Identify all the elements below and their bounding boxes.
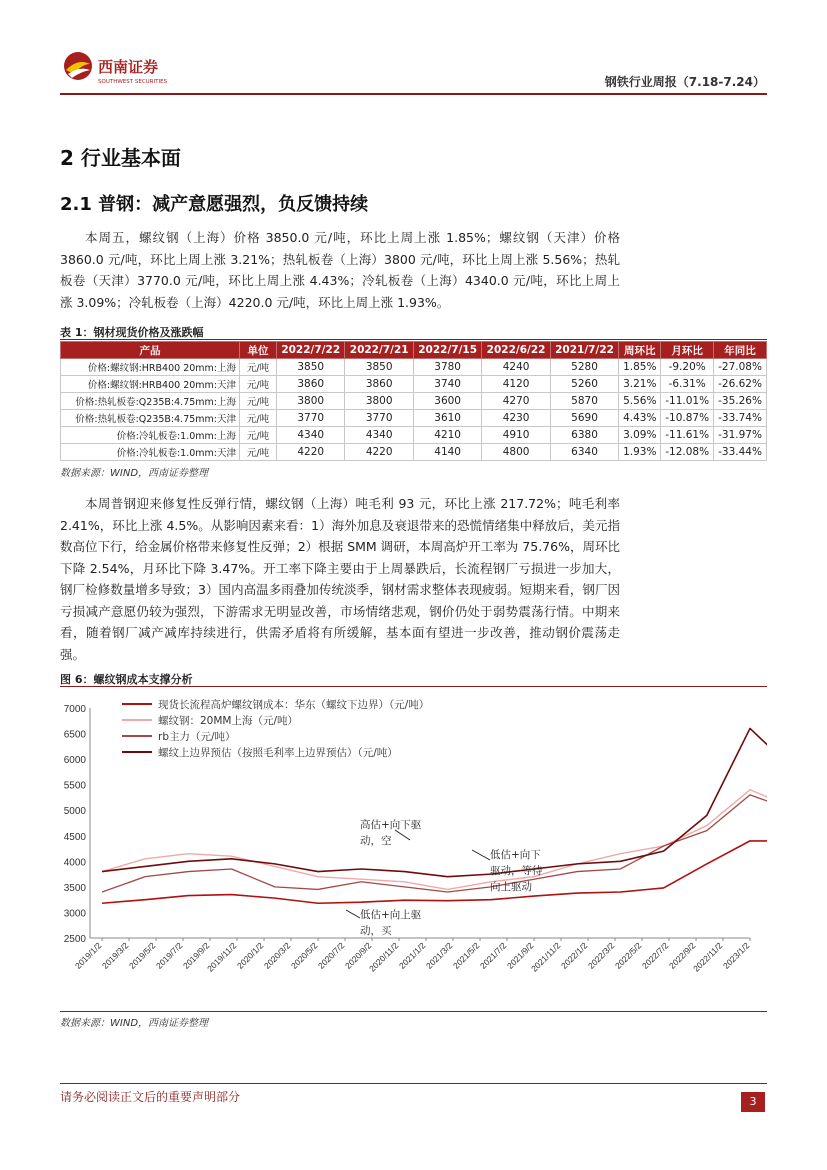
table-cell: 元/吨 [240, 427, 277, 444]
x-tick-label: 2022/7/2 [639, 940, 671, 971]
table-cell: 3740 [413, 376, 481, 393]
x-tick-label: 2020/1/2 [234, 940, 266, 971]
table-cell: 4210 [413, 427, 481, 444]
col-header: 2022/7/22 [277, 342, 345, 359]
table-cell: -6.31% [661, 376, 714, 393]
x-tick-label: 2019/9/2 [180, 940, 212, 971]
col-header: 2022/7/21 [345, 342, 413, 359]
y-tick-label: 3000 [63, 908, 86, 920]
figure-caption-rule [60, 686, 767, 687]
y-tick-label: 4000 [63, 857, 86, 869]
series-line [102, 826, 767, 904]
x-tick-label: 2022/9/2 [666, 940, 698, 971]
x-tick-label: 2022/3/2 [585, 940, 617, 971]
x-tick-label: 2021/9/2 [504, 940, 536, 971]
col-header: 2022/6/22 [482, 342, 550, 359]
figure-bottom-rule [60, 1011, 767, 1012]
report-title: 钢铁行业周报（7.18-7.24） [604, 75, 765, 89]
table-cell: 3770 [345, 410, 413, 427]
table-row [61, 444, 767, 461]
table-cell: 3780 [413, 359, 481, 376]
table-cell: 价格:热轧板卷:Q235B:4.75mm:上海 [61, 393, 240, 410]
x-tick-label: 2019/5/2 [126, 940, 158, 971]
x-tick-label: 2019/1/2 [72, 940, 104, 971]
section-heading: 2 行业基本面 [60, 146, 181, 170]
y-tick-label: 7000 [63, 704, 86, 715]
col-header: 周环比 [619, 342, 661, 359]
logo-en-text: SOUTHWEST SECURITIES [98, 79, 168, 85]
table-cell: -33.44% [714, 444, 767, 461]
col-header: 单位 [240, 342, 277, 359]
y-tick-label: 5000 [63, 806, 86, 818]
y-tick-label: 6000 [63, 755, 86, 767]
table-cell: 价格:螺纹钢:HRB400 20mm:上海 [61, 359, 240, 376]
annotation-arrow [395, 830, 410, 840]
table-cell: 元/吨 [240, 410, 277, 427]
x-tick-label: 2022/5/2 [612, 940, 644, 971]
y-tick-label: 2500 [63, 934, 86, 945]
chart-annotation: 向上驱动 [490, 881, 532, 893]
table-cell: 5260 [550, 376, 618, 393]
table-row [61, 376, 767, 393]
table-cell: 4.43% [619, 410, 661, 427]
table-cell: -27.08% [714, 359, 767, 376]
analysis-paragraph: 本周普钢迎来修复性反弹行情，螺纹钢（上海）吨毛利 93 元，环比上涨 217.72%；吨毛利率 2.41%，环比上涨 4.5%。从影响因素来看：1）海外加息及衰退带来的恐慌情绪集中释放后，美元指数高位下行，给金属价格带来修复性反弹；2）根据 SMM 调研，本周高炉开工率为 75.76%，周环比下降 2.54%，月环比下降 3.47%。开工率下降主要由于上周暴跌后，长流程钢厂亏损进一步加大，钢厂检修数量增多导致；3）国内高温多雨叠加传统淡季，钢材需求整体表现疲弱。短期来看，钢厂因亏损减产意愿仍较为强烈，下游需求无明显改善，市场情绪悲观，钢价仍处于弱势震荡行情。中期来看，随着钢厂减产减库持续进行，供需矛盾将有所缓解，基本面有望进一步改善，推动钢价震荡走强。 [60, 496, 620, 662]
legend-label: 螺纹钢：20MM上海（元/吨） [158, 715, 299, 727]
table-row [61, 393, 767, 410]
x-tick-label: 2020/3/2 [261, 940, 293, 971]
table-cell: -35.26% [714, 393, 767, 410]
table-cell: 3.09% [619, 427, 661, 444]
col-header: 2021/7/22 [550, 342, 618, 359]
table-cell: -11.61% [661, 427, 714, 444]
y-tick-label: 3500 [63, 882, 86, 894]
table-cell: 5870 [550, 393, 618, 410]
chart-annotation: 驱动，等待 [490, 865, 543, 877]
price-table [60, 341, 767, 461]
annotation-arrow [346, 910, 360, 918]
table-cell: -31.97% [714, 427, 767, 444]
x-tick-label: 2019/7/2 [153, 940, 185, 971]
table-cell: 4240 [482, 359, 550, 376]
table-cell: 3850 [277, 359, 345, 376]
table-cell: 3.21% [619, 376, 661, 393]
figure-source: 数据来源：WIND，西南证券整理 [60, 1018, 209, 1029]
table-cell: 3770 [277, 410, 345, 427]
table-cell: 4340 [345, 427, 413, 444]
x-tick-label: 2019/11/2 [205, 940, 239, 974]
table-cell: -9.20% [661, 359, 714, 376]
y-tick-label: 5500 [63, 780, 86, 792]
table-cell: 价格:热轧板卷:Q235B:4.75mm:天津 [61, 410, 240, 427]
table-caption-rule [60, 339, 767, 340]
table-cell: 4910 [482, 427, 550, 444]
table-header-row [61, 342, 767, 359]
table-cell: 3600 [413, 393, 481, 410]
col-header: 年同比 [714, 342, 767, 359]
table-cell: 4270 [482, 393, 550, 410]
x-tick-label: 2021/11/2 [529, 940, 563, 974]
table-source: 数据来源：WIND，西南证券整理 [60, 468, 209, 479]
table-cell: -33.74% [714, 410, 767, 427]
table-cell: -12.08% [661, 444, 714, 461]
table-cell: 5.56% [619, 393, 661, 410]
x-tick-label: 2023/1/2 [720, 940, 752, 971]
table-cell: 1.93% [619, 444, 661, 461]
table-cell: 6380 [550, 427, 618, 444]
x-tick-label: 2021/1/2 [396, 940, 428, 971]
table-row [61, 427, 767, 444]
x-tick-label: 2020/9/2 [342, 940, 374, 971]
table-cell: 3800 [345, 393, 413, 410]
chart-annotation: 低估+向下 [490, 849, 541, 861]
x-tick-label: 2022/1/2 [558, 940, 590, 971]
table-cell: 价格:冷轧板卷:1.0mm:上海 [61, 427, 240, 444]
y-tick-label: 4500 [63, 831, 86, 843]
header-divider [60, 93, 767, 95]
table-cell: 3860 [345, 376, 413, 393]
col-header: 产品 [61, 342, 240, 359]
chart-annotation: 高估+向下驱 [360, 819, 422, 831]
footer-disclaimer: 请务必阅读正文后的重要声明部分 [60, 1090, 241, 1104]
x-tick-label: 2021/5/2 [450, 940, 482, 971]
table-cell: 元/吨 [240, 359, 277, 376]
table-caption: 表 1：钢材现货价格及涨跌幅 [60, 326, 204, 339]
table-row [61, 359, 767, 376]
table-cell: 3860 [277, 376, 345, 393]
annotation-arrow [472, 850, 490, 860]
table-cell: 3800 [277, 393, 345, 410]
intro-paragraph: 本周五，螺纹钢（上海）价格 3850.0 元/吨，环比上周上涨 1.85%；螺纹钢（天津）价格 3860.0 元/吨，环比上周上涨 3.21%；热轧板卷（上海）3800 元/吨，环比上周上涨 5.56%；热轧板卷（天津）3770.0 元/吨，环比上周上涨 4.43%；冷轧板卷（上海）4340.0 元/吨，环比上周上涨 3.09%；冷轧板卷（上海）4220.0 元/吨，环比上周上涨 1.93%。 [60, 230, 620, 310]
x-tick-label: 2019/3/2 [99, 940, 131, 971]
legend-label: 螺纹上边界预估（按照毛利率上边界预估）（元/吨） [158, 747, 398, 759]
table-cell: 元/吨 [240, 444, 277, 461]
page-number: 3 [741, 1092, 765, 1112]
table-cell: 价格:螺纹钢:HRB400 20mm:天津 [61, 376, 240, 393]
table-cell: 5690 [550, 410, 618, 427]
table-cell: 1.85% [619, 359, 661, 376]
rebar-cost-chart [60, 690, 767, 1010]
table-cell: -10.87% [661, 410, 714, 427]
chart-annotation: 动，买 [360, 925, 392, 937]
company-logo [62, 50, 222, 90]
table-cell: -26.62% [714, 376, 767, 393]
table-cell: 3850 [345, 359, 413, 376]
table-cell: 4220 [345, 444, 413, 461]
chart-annotation: 低估+向上驱 [360, 909, 422, 921]
footer-divider [60, 1083, 767, 1084]
chart-annotation: 动，空 [360, 835, 392, 847]
table-cell: 4140 [413, 444, 481, 461]
table-cell: 4120 [482, 376, 550, 393]
legend-label: rb主力（元/吨） [158, 731, 236, 743]
x-tick-label: 2021/7/2 [477, 940, 509, 971]
series-line [102, 780, 767, 890]
figure-caption: 图 6：螺纹钢成本支撑分析 [60, 673, 193, 686]
col-header: 月环比 [661, 342, 714, 359]
table-cell: 4340 [277, 427, 345, 444]
x-tick-label: 2021/3/2 [423, 940, 455, 971]
table-row [61, 410, 767, 427]
table-cell: -11.01% [661, 393, 714, 410]
x-tick-label: 2022/11/2 [691, 940, 725, 974]
subsection-heading: 2.1 普钢：减产意愿强烈，负反馈持续 [60, 194, 369, 215]
table-cell: 6340 [550, 444, 618, 461]
table-cell: 元/吨 [240, 393, 277, 410]
table-cell: 5280 [550, 359, 618, 376]
table-cell: 3610 [413, 410, 481, 427]
y-tick-label: 6500 [63, 729, 86, 741]
x-tick-label: 2020/5/2 [288, 940, 320, 971]
table-cell: 价格:冷轧板卷:1.0mm:天津 [61, 444, 240, 461]
table-cell: 4220 [277, 444, 345, 461]
table-cell: 元/吨 [240, 376, 277, 393]
col-header: 2022/7/15 [413, 342, 481, 359]
x-tick-label: 2020/7/2 [315, 940, 347, 971]
table-cell: 4230 [482, 410, 550, 427]
chart-svg [60, 690, 767, 1010]
table-cell: 4800 [482, 444, 550, 461]
logo-cn-text: 西南证券 [98, 58, 159, 76]
x-tick-label: 2020/11/2 [367, 940, 401, 974]
legend-label: 现货长流程高炉螺纹钢成本：华东（螺纹下边界）（元/吨） [158, 699, 430, 711]
